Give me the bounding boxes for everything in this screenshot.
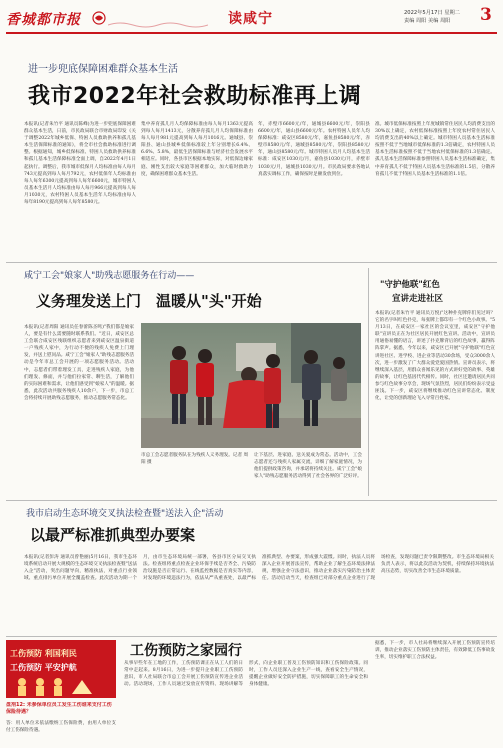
ad-notice-title: 盘剂12: 未参保单位员工发生工伤谁来支付工伤保险待遇？: [6, 702, 112, 715]
article1-column-1: 本报讯(记者朱竹平 通讯员陈峰)为进一步兜底保障困难群众基本生活，日前，市民政局联合市财政局印发《关于调整2022年城乡低保、特困人员救助供养和孤儿基本生活保障标准的通知》，将全市社会救助标准进行调整。根据通知，城乡低保标准、特困人员救助供养标准和孤儿基本生活保障标准全面上调，自2022年4月1日起执行。调整后，我市城市低保月人均标准由每人每月743元提高到每人每月792元，农村低保年人均标准由每人每年6300元提高到每人每年6600元，城市特困人员基本生活月人均标准由每人每月966元提高到每人每月1030元，农村特困人员基本生活年人均标准由每人每年8190元提高到每人每年8580元。: [24, 122, 136, 206]
article3-headline: 以最严标准抓典型办要案: [30, 526, 196, 544]
masthead: [0, 0, 503, 44]
ad-line-2: 工伤预防 平安护航: [10, 663, 77, 672]
article3-divider: [6, 636, 497, 637]
article4-text: 从事早些年在工地的工作，工伤预防课正在从工人们的日常中走起来。8月16日，为进一步提升企业职工工伤预防意识，市人社局联合市总工会开展工伤预防宣传进企业活动。活动现场，工作人员通过发放宣传资料、现场讲解等形式，向企业职工普及工伤预防知识和工伤保险政策。同时，工作人员还深入企业生产一线，查看安全生产情况，提醒企业做好安全防护措施，切实保障职工的生命安全和身体健康。: [124, 661, 368, 688]
sidebar-divider: [368, 268, 369, 496]
article1-column-3: 年，赤壁市6600元/年，通城县6600元/年，崇阳县6600元/年，通山县6600元/年。农村特困人员年人均保障标准：咸安区8580元/年，嘉鱼县8580元/年，赤壁市8580元/年，通城县8580元/年，崇阳县8580元/年，通山县8580元/年。城市特困人员月人均基本生活标准：咸安区1030元/月，嘉鱼县1030元/月，赤壁市1030元/月，通城县1030元/月。市民政局要求各地认真落实调标工作，确保按时足额发放到位。: [258, 122, 370, 177]
editor-line: 责编 周阳 美编 周阳: [404, 18, 451, 24]
article1-column-4: 准。城市低保标准按照上年度城镇常住居民人均消费支出的30%以上确定，农村低保标准按照上年度农村常住居民人均消费支出的40%以上确定。城市特困人员基本生活标准按照不低于当地城市低保标准的1.3倍确定，农村特困人员基本生活标准按照不低于当地农村低保标准的1.3倍确定。孤儿基本生活保障标准参照特困人员基本生活标准确定，集中养育孤儿不低于特困人员基本生活标准的1.5倍，分散养育孤儿不低于特困人员基本生活标准的1.1倍。: [375, 122, 495, 177]
newspaper-logo: 香城都市报: [6, 12, 81, 28]
ad-line-1: 工伤预防 利国利民: [10, 649, 77, 658]
article3-kicker: 我市启动生态环境交叉执法检查暨"送法入企"活动: [26, 509, 224, 519]
article2-headline: 义务理发送上门 温暖从"头"开始: [36, 292, 262, 310]
sidebar-title-line-1: "守护他联"红色: [380, 280, 440, 290]
ad-notice-text: 答：用人单位未依法缴纳工伤保险费，由用人单位支付工伤保险待遇。: [6, 721, 116, 734]
sidebar-title-line-2: 宣讲走进社区: [392, 294, 444, 304]
masthead-rule: [6, 32, 497, 34]
volunteer-haircut-photo: [141, 323, 361, 448]
article4-headline: 工伤预防之家园行: [130, 643, 242, 659]
safety-ad-banner: [6, 640, 116, 698]
ad-figures: [10, 676, 110, 696]
article3-text: 本报讯(记者彭涛 通讯员曾艳丽)5月16日，我市生态环境系统启动开展大规模的生态环境交叉执法检查暨"送法入企"活动，突出问题导向，精准执法，对重点行业领域、重点排污单位开展全覆盖检查。此次活动为期一个月，由市生态环境局统一部署，各县市区分局交叉执法。检查组将重点检查企业环保手续是否齐全、污染防治设施是否正常运行、在线监控数据是否真实等内容，对发现的环境违法行为，依法从严从重查处，以最严标准抓典型、办要案，形成强大震慑。同时，执法人员将深入企业开展普法宣传，帮助企业了解生态环境法律法规，增强企业守法意识，推动企业落实污染防治主体责任。活动启动当天，检查组已对部分重点企业进行了现场检查，发现问题已责令限期整改。市生态环境局相关负责人表示，将以此次活动为契机，持续保持环境执法高压态势，切实改善全市生态环境质量。: [24, 555, 494, 582]
logo-ornament-icon: [92, 10, 106, 24]
article1-headline: 我市2022年社会救助标准再上调: [28, 84, 362, 109]
article2-kicker: 咸宁工会"娘家人"助残志愿服务在行动——: [24, 271, 195, 281]
header-wave: [108, 14, 208, 22]
article4-right-text: 据悉，下一步，市人社局将继续深入开展工伤预防宣传培训，推动企业落实工伤预防主体责任，有效降低工伤事故发生率，切实维护职工合法权益。: [375, 641, 495, 661]
date-line: 2022年5月17日 星期二: [404, 10, 460, 16]
article1-divider: [6, 262, 497, 263]
page-number: 3: [480, 5, 492, 25]
sidebar-text: 本报讯(记者朱竹平 通讯员万悦)"这种扑克牌你们见过吗？它的名字叫红色扑克，每张牌上都印有一个红色小故事。"5月13日，在咸安区一家社区的会议室里，咸安区"守护他联"宣讲员正在为社区居民开展红色宣讲。活动中，宣讲员用通俗易懂的语言，讲述了扑克牌背后的红色故事，赢得阵阵掌声。据悉，今年以来，咸安区已开展"守护他联"红色宣讲进社区、进学校、进企业等活动30余场，受众3000余人次，进一步激发了广大群众爱党爱国热情。宣讲员表示，将继续深入基层，用群众喜闻乐见的方式讲好党的故事、英雄的故事，让红色基因代代相传。同时，社区还邀请居民共同参与红色故事分享会，现场气氛热烈，居民们纷纷表示受益匪浅。下一步，咸安区将继续推动红色宣讲常态化、制度化，让党的创新理论飞入寻常百姓家。: [375, 311, 495, 402]
article2-column-1: 本报讯(记者周阳 通讯员任春蕾陈圣鸣)"我们都是娘家人，要是有什么需要随时联系我们。"近日，咸安区总工会联合咸安区残联组织志愿者来到咸安区温泉街道一户残疾人家中，为行动不便的残疾人免费上门理发，并送上慰问品。咸宁工会"娘家人"助残志愿服务活动是今年市总工会开展的一项志愿服务活动。活动中，志愿者们带着理发工具，走进残疾人家庭，为他们理发、修面，并与他们拉家常、聊生活，了解他们的实际困难和需求，让他们感受到"娘家人"的温暖。据悉，此次活动共服务残疾人10余户，下一步，市总工会将持续开展助残志愿服务，推动志愿服务常态化。: [24, 325, 134, 401]
article1-column-2: 集中养育孤儿月人均保障标准由每人每月1363元提高到每人每月1413元，分散养育孤儿月人均保障标准由每人每月981元提高到每人每月1016元。通城县、崇阳县、通山县城乡低保标准较上年分别增长6.4%、6.6%、5.8%，最低生活保障标准与经济社会发展水平相适应。同时，各县市区根据本地实际，对低保边缘家庭、刚性支出较大家庭等困难群众，加大临时救助力度，确保困难群众基本生活。: [141, 122, 253, 177]
article2-column-2: 让下基层、进家庭、送关爱成为常态。活动中，工会志愿者还与残疾人家属交流，详细了解家庭情况，为他们提供政策咨询，并承诺将持续关注。咸宁工会"娘家人"助残志愿服务活动得到了社会各界的广泛好评。: [254, 453, 362, 480]
article1-kicker: 进一步兜底保障困难群众基本生活: [28, 64, 178, 75]
section-title: 读咸宁: [228, 11, 273, 27]
article2-divider: [6, 500, 497, 501]
photo-caption: 市总工会志愿者服务队在为残疾人义务理发。记者 周阳 摄: [141, 453, 249, 466]
